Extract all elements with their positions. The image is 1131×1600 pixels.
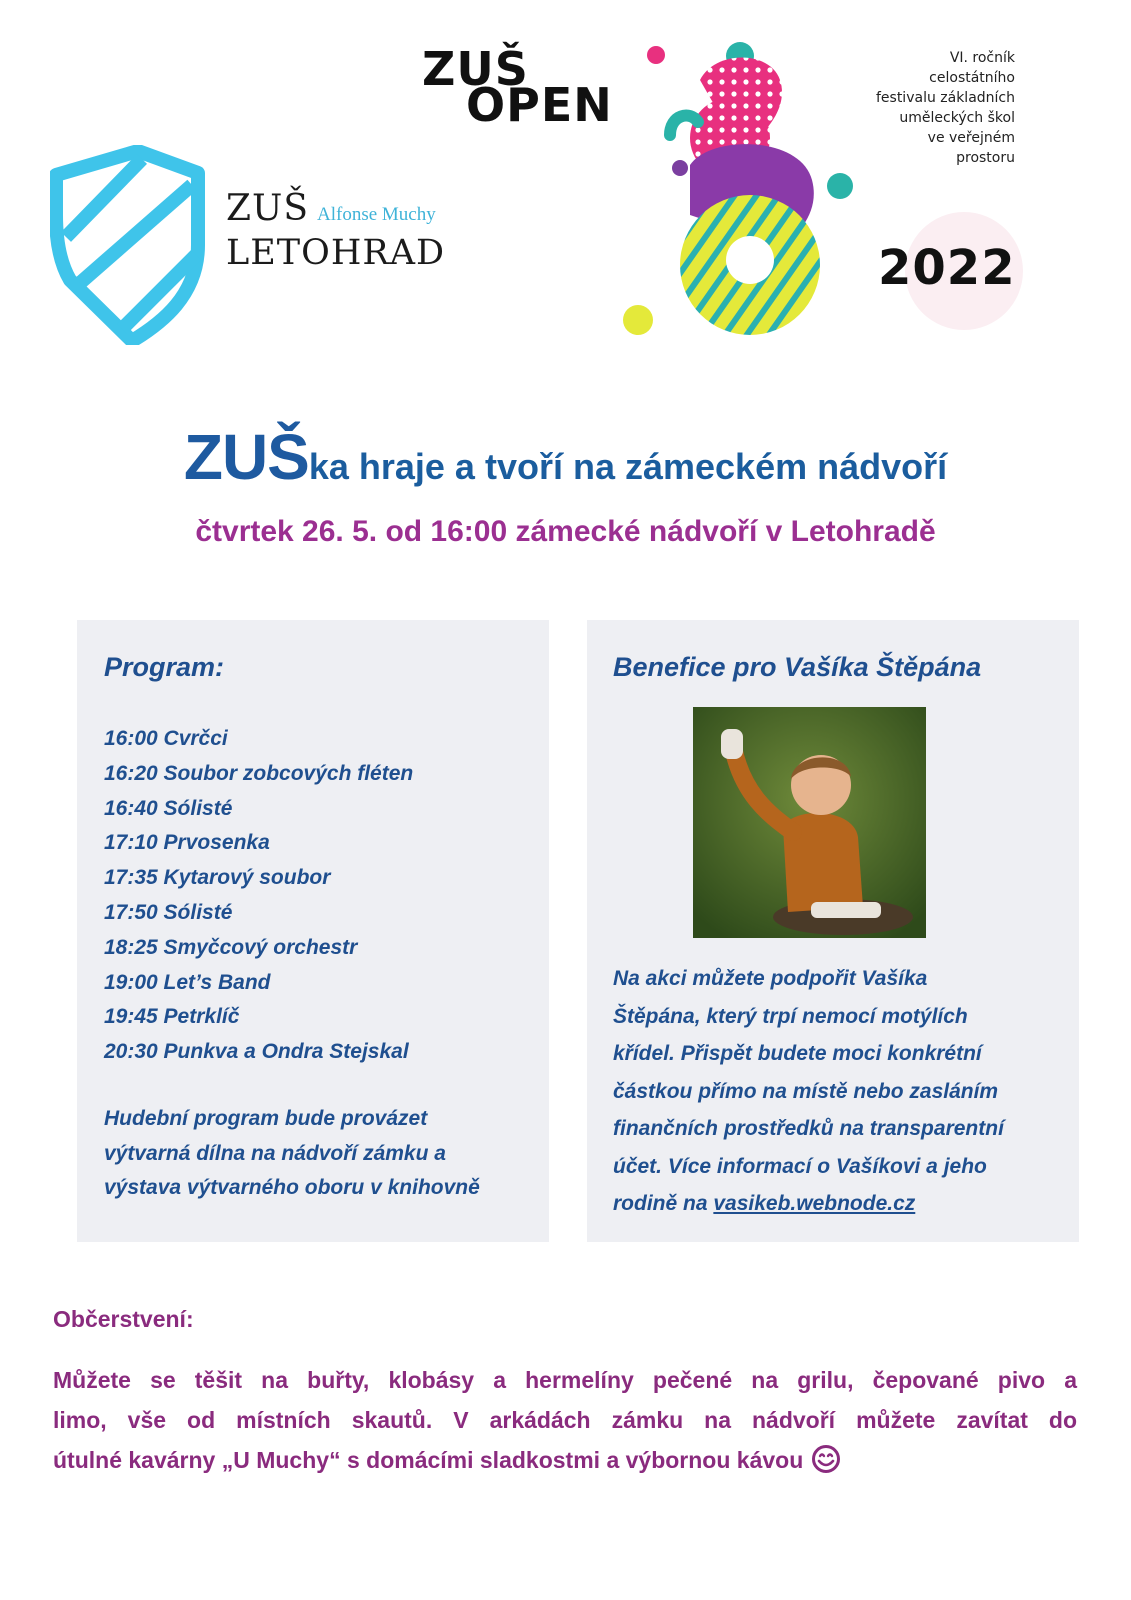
program-item: 17:10 Prvosenka [104, 831, 270, 855]
program-note [104, 1102, 480, 1206]
program-item: 19:00 Let’s Band [104, 970, 271, 994]
benefit-text-line: účet. Více informací o Vašíkovi a jeho [613, 1154, 987, 1178]
program-note-line: výstava výtvarného oboru v knihovně [104, 1176, 480, 1199]
page-title [0, 420, 1131, 494]
refreshments-text [53, 1360, 1077, 1480]
program-item: 19:45 Petrklíč [104, 1005, 240, 1029]
event-date-line: čtvrtek 26. 5. od 16:00 zámecké nádvoří v Letohradě [195, 515, 936, 548]
festival-name-line2: OPEN [466, 78, 613, 132]
program-note-line: Hudební program bude provázet [104, 1107, 428, 1130]
page-title-emphasis: ZUŠ [183, 421, 309, 493]
program-item: 16:20 Soubor zobcových fléten [104, 761, 414, 785]
school-town: LETOHRAD [226, 233, 446, 273]
festival-year: 2022 [878, 240, 1016, 296]
benefit-text-line: křídel. Přispět budete moci konkrétní [613, 1042, 982, 1065]
benefit-heading: Benefice pro Vašíka Štěpána [613, 652, 982, 682]
school-patron: Alfonse Muchy [317, 204, 436, 225]
festival-name-line1: ZUŠ [422, 42, 529, 96]
program-item: 17:35 Kytarový soubor [104, 866, 331, 890]
festival-description-line: prostoru [956, 150, 1015, 166]
page-title-rest: ka hraje a tvoří na zámeckém nádvoří [308, 446, 948, 487]
child-photo [693, 707, 926, 938]
program-item: 18:25 Smyčcový orchestr [104, 935, 358, 959]
festival-description [820, 48, 1015, 168]
benefit-text-line: Na akci můžete podpořit Vašíka [613, 967, 928, 990]
benefit-text-last-line [613, 1185, 1063, 1223]
benefit-website-link[interactable]: vasikeb.webnode.cz [713, 1192, 916, 1215]
festival-description-line: uměleckých škol [899, 110, 1015, 126]
benefit-text-line: finančních prostředků na transparentní [613, 1117, 1004, 1140]
refreshments-heading: Občerstvení: [53, 1306, 194, 1332]
smiley-icon [811, 1444, 841, 1474]
benefit-text-line: částkou přímo na místě nebo zasláním [613, 1079, 999, 1103]
benefit-text [613, 960, 1063, 1223]
festival-description-line: ve veřejném [927, 130, 1015, 146]
benefit-text-line-prefix: rodině na [613, 1192, 714, 1215]
festival-description-line: festivalu základních [875, 90, 1015, 106]
refreshments-line: Můžete se těšit na buřty, klobásy a hermelíny pečené na grilu, čepované pivo a [53, 1367, 1077, 1393]
program-list [104, 722, 413, 1070]
program-item: 20:30 Punkva a Ondra Stejskal [104, 1040, 409, 1064]
program-item: 17:50 Sólisté [104, 900, 233, 924]
program-item: 16:40 Sólisté [104, 796, 233, 820]
program-item: 16:00 Cvrčci [104, 727, 228, 750]
program-heading: Program: [104, 652, 225, 682]
refreshments-last-line [53, 1440, 1077, 1480]
festival-description-line: VI. ročník [949, 50, 1015, 66]
shield-logo-icon [50, 145, 210, 345]
benefit-text-line: Štěpána, který trpí nemocí motýlích [613, 1004, 968, 1028]
festival-description-line: celostátního [929, 70, 1015, 86]
refreshments-line: útulné kavárny „U Muchy“ s domácími sladkostmi a výbornou kávou [53, 1447, 804, 1473]
school-abbr: ZUŠ [226, 188, 310, 229]
refreshments-line: limo, vše od místních skautů. V arkádách zámku na nádvoří můžete zavítat do [53, 1407, 1077, 1433]
program-note-line: výtvarná dílna na nádvoří zámku a [104, 1141, 446, 1165]
